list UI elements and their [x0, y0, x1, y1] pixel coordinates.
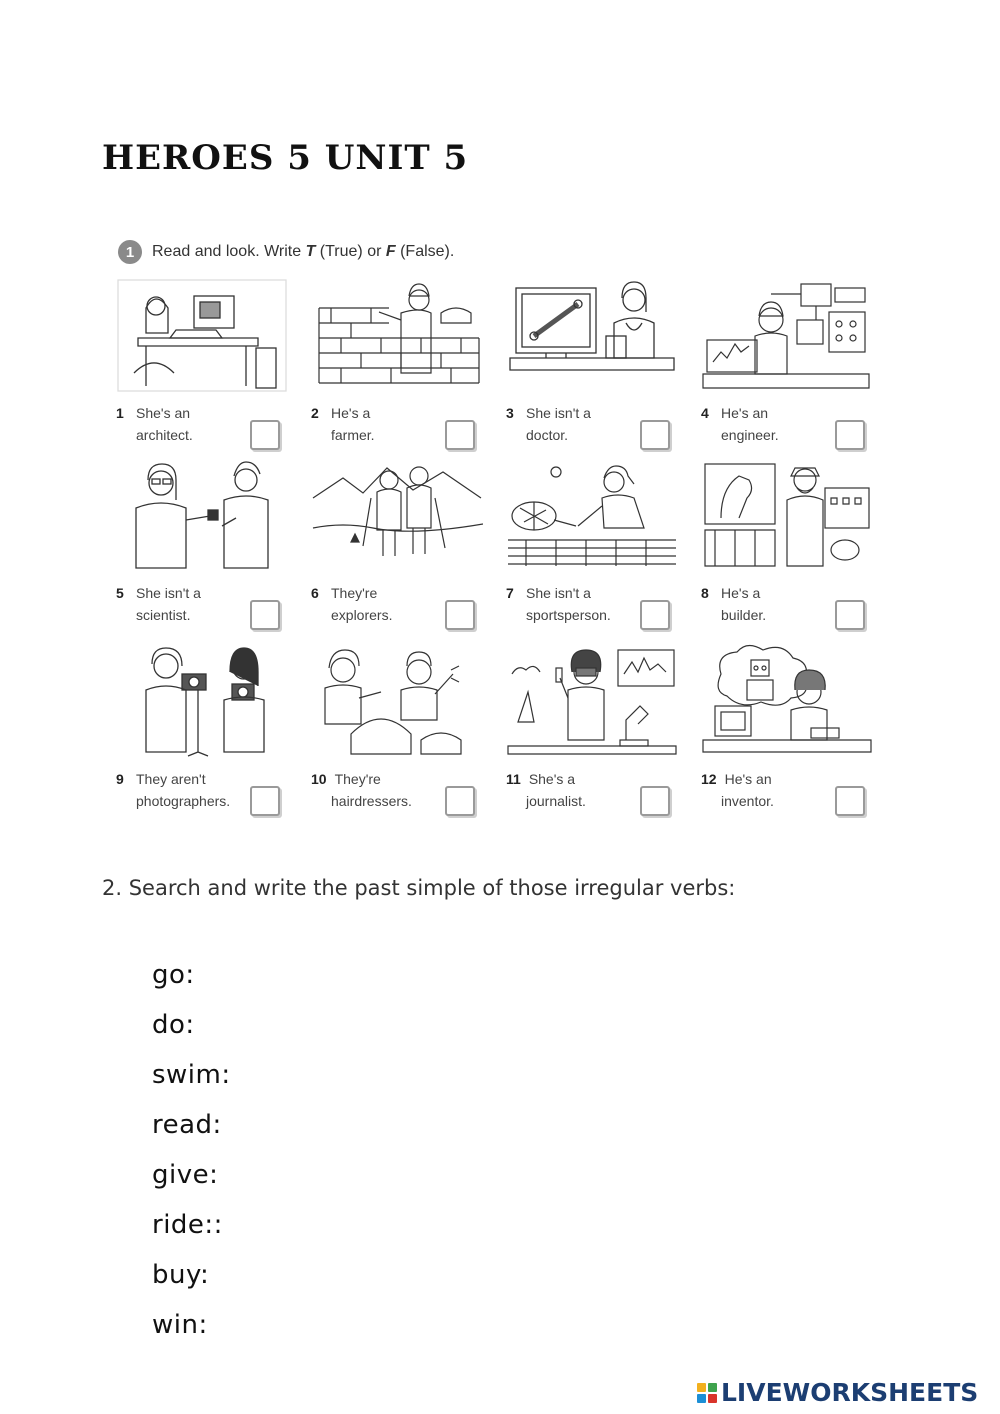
answer-box[interactable] [250, 420, 280, 450]
inventor-robot-illustration [701, 644, 873, 759]
engineer-machine-illustration [701, 278, 873, 393]
item-caption: 7 She isn't a sportsperson. [506, 585, 611, 623]
exercise-item [697, 458, 877, 630]
builder-wall-illustration [311, 278, 483, 393]
answer-box[interactable] [640, 600, 670, 630]
verb-list [152, 956, 231, 1356]
photographers-illustration [116, 644, 288, 759]
verb-item: give: [152, 1160, 219, 1190]
worksheet-title: HEROES 5 UNIT 5 [102, 138, 469, 178]
liveworksheets-logo[interactable] [697, 1378, 978, 1407]
exercise-item [307, 644, 487, 816]
item-caption: 6 They're explorers. [311, 585, 393, 623]
item-caption: 5 She isn't a scientist. [116, 585, 201, 623]
answer-box[interactable] [640, 786, 670, 816]
architect-illustration [116, 278, 288, 393]
logo-text: LIVEWORKSHEETS [721, 1378, 979, 1407]
exercise-item [697, 278, 877, 450]
hairdressers-illustration [311, 644, 483, 759]
answer-box[interactable] [835, 420, 865, 450]
answer-box[interactable] [835, 600, 865, 630]
exercise-item [112, 644, 292, 816]
exercise-item [502, 278, 682, 450]
item-caption: 12 He's an inventor. [701, 771, 774, 809]
exercise-1-header [118, 240, 454, 264]
answer-box[interactable] [835, 786, 865, 816]
verb-item: do: [152, 1010, 195, 1040]
verb-item: swim: [152, 1060, 231, 1090]
doctor-xray-illustration [506, 278, 678, 393]
farmer-animals-illustration [701, 458, 873, 573]
item-caption: 3 She isn't a doctor. [506, 405, 591, 443]
item-caption: 11 She's a journalist. [506, 771, 586, 809]
answer-box[interactable] [250, 786, 280, 816]
scientist-lab-illustration [506, 644, 678, 759]
verb-item: win: [152, 1310, 208, 1340]
answer-box[interactable] [445, 786, 475, 816]
verb-item: read: [152, 1110, 222, 1140]
journalist-interview-illustration [116, 458, 288, 573]
exercise-1-instruction: Read and look. Write T (True) or F (False). [152, 243, 455, 260]
exercise-item [112, 458, 292, 630]
item-caption: 1 She's an architect. [116, 405, 193, 443]
exercise-item [307, 458, 487, 630]
item-caption: 8 He's a builder. [701, 585, 767, 623]
item-caption: 10 They're hairdressers. [311, 771, 412, 809]
answer-box[interactable] [445, 420, 475, 450]
answer-box[interactable] [640, 420, 670, 450]
verb-item: ride:: [152, 1210, 223, 1240]
exercise-item [307, 278, 487, 450]
item-caption: 9 They aren't photographers. [116, 771, 231, 809]
exercise-item [112, 278, 292, 450]
verb-item: go: [152, 960, 195, 990]
verb-item: buy: [152, 1260, 210, 1290]
exercise-number-badge: 1 [118, 240, 142, 264]
logo-mark-icon [697, 1383, 717, 1403]
tennis-player-illustration [506, 458, 678, 573]
answer-box[interactable] [250, 600, 280, 630]
explorers-snow-illustration [311, 458, 483, 573]
item-caption: 4 He's an engineer. [701, 405, 779, 443]
answer-box[interactable] [445, 600, 475, 630]
exercise-item [502, 458, 682, 630]
exercise-2-heading: 2. Search and write the past simple of those irregular verbs: [102, 876, 736, 900]
item-caption: 2 He's a farmer. [311, 405, 375, 443]
exercise-item [502, 644, 682, 816]
exercise-item [697, 644, 877, 816]
